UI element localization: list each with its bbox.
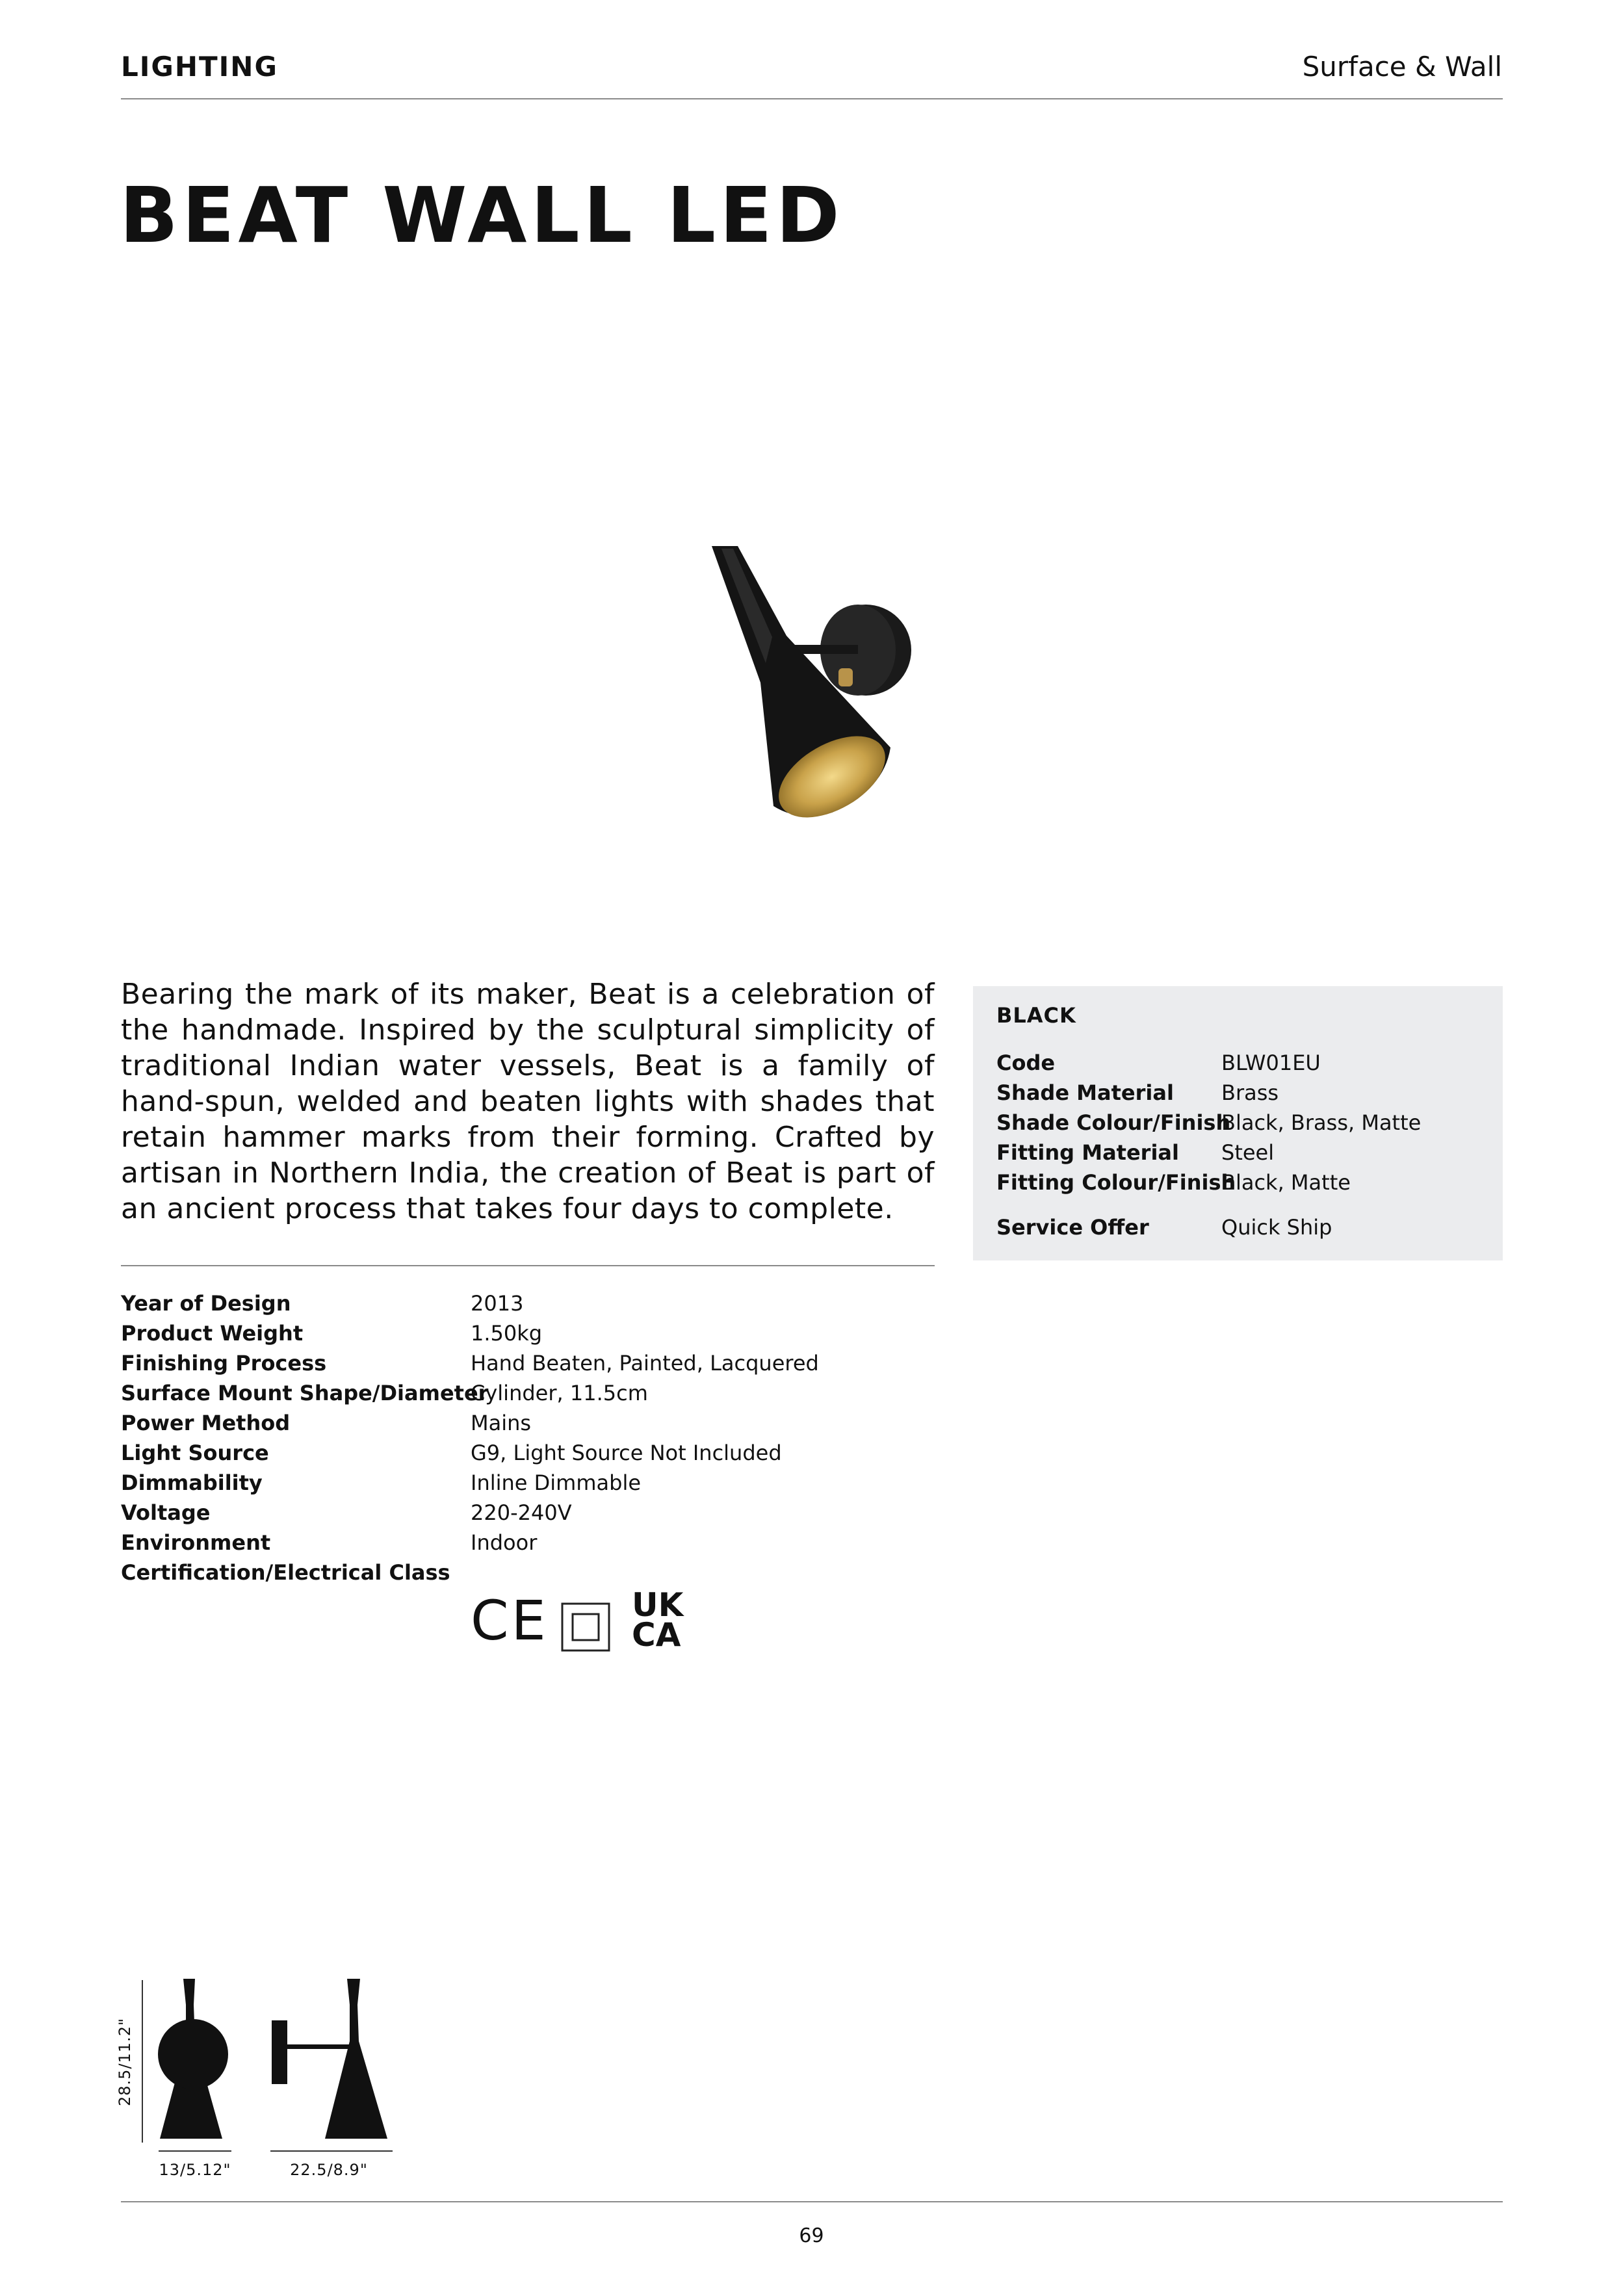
spec-label: Product Weight bbox=[121, 1321, 304, 1346]
variant-label: Fitting Colour/Finish bbox=[996, 1170, 1236, 1195]
service-label: Service Offer bbox=[996, 1215, 1149, 1240]
product-description: Bearing the mark of its maker, Beat is a celebration of the handmade. Inspired by the sculptural simplicity of traditional Indian water vessels, Beat is a family of hand-spun, welded and beaten lights with shades that retain hammer marks from their forming. Crafted by artisan in Northern India, the creation of Beat is part of an ancient process that takes four days to complete. bbox=[121, 978, 935, 1225]
variant-value: Brass bbox=[1221, 1080, 1279, 1105]
ce-mark: CE bbox=[471, 1589, 549, 1652]
spec-value: 220-240V bbox=[471, 1500, 572, 1525]
category-label: Surface & Wall bbox=[1302, 51, 1502, 83]
section-label: LIGHTING bbox=[121, 51, 278, 83]
variant-panel bbox=[973, 986, 1503, 1260]
spec-label: Environment bbox=[121, 1530, 271, 1555]
variant-value: BLW01EU bbox=[1221, 1050, 1321, 1075]
page-number: 69 bbox=[799, 2224, 824, 2247]
certification-marks bbox=[471, 1586, 705, 1655]
product-title: BEAT WALL LED bbox=[120, 170, 844, 260]
spec-label: Finishing Process bbox=[121, 1351, 327, 1376]
front-width-line bbox=[159, 2150, 231, 2152]
spec-label: Power Method bbox=[121, 1411, 291, 1435]
spec-value: Indoor bbox=[471, 1530, 538, 1555]
variant-label: Code bbox=[996, 1050, 1056, 1075]
service-value: Quick Ship bbox=[1221, 1215, 1332, 1240]
dimension-drawings bbox=[117, 1976, 416, 2184]
variant-value: Black, Brass, Matte bbox=[1221, 1110, 1422, 1135]
variant-label: Shade Material bbox=[996, 1080, 1174, 1105]
spec-value: Mains bbox=[471, 1411, 532, 1435]
spec-label: Voltage bbox=[121, 1500, 211, 1525]
variant-label: Shade Colour/Finish bbox=[996, 1110, 1231, 1135]
footer-divider bbox=[121, 2201, 1503, 2202]
spec-label: Dimmability bbox=[121, 1470, 263, 1495]
side-width-line bbox=[270, 2150, 393, 2152]
ukca-mark bbox=[632, 1586, 694, 1654]
spec-value: 1.50kg bbox=[471, 1321, 543, 1346]
spec-label: Year of Design bbox=[121, 1291, 291, 1316]
height-line bbox=[142, 1980, 143, 2143]
brass-knob bbox=[838, 668, 853, 686]
lamp-arm bbox=[793, 645, 858, 654]
spec-value: Cylinder, 11.5cm bbox=[471, 1381, 648, 1405]
dimension-height: 28.5/11.2" bbox=[116, 2018, 134, 2106]
spec-value: 2013 bbox=[471, 1291, 524, 1316]
spec-label: Certification/Electrical Class bbox=[121, 1560, 450, 1585]
variant-name: BLACK bbox=[996, 1003, 1076, 1028]
spec-label: Surface Mount Shape/Diameter bbox=[121, 1381, 489, 1405]
side-view-drawing bbox=[270, 1976, 400, 2145]
class-ii-icon bbox=[560, 1602, 611, 1652]
variant-label: Fitting Material bbox=[996, 1140, 1179, 1165]
ukca-mark-bottom: CA bbox=[632, 1616, 681, 1654]
ukca-mark-top: UK bbox=[632, 1586, 684, 1624]
dimension-width-side: 22.5/8.9" bbox=[290, 2161, 368, 2179]
spec-value: G9, Light Source Not Included bbox=[471, 1441, 782, 1465]
product-image bbox=[702, 533, 923, 826]
variant-value: Steel bbox=[1221, 1140, 1275, 1165]
description-divider bbox=[121, 1265, 935, 1266]
spec-value: Inline Dimmable bbox=[471, 1470, 642, 1495]
spec-label: Light Source bbox=[121, 1441, 269, 1465]
spec-value: Hand Beaten, Painted, Lacquered bbox=[471, 1351, 819, 1376]
variant-value: Black, Matte bbox=[1221, 1170, 1351, 1195]
header-divider bbox=[121, 98, 1503, 99]
dimension-width-front: 13/5.12" bbox=[159, 2161, 231, 2179]
front-view-drawing bbox=[156, 1976, 240, 2145]
